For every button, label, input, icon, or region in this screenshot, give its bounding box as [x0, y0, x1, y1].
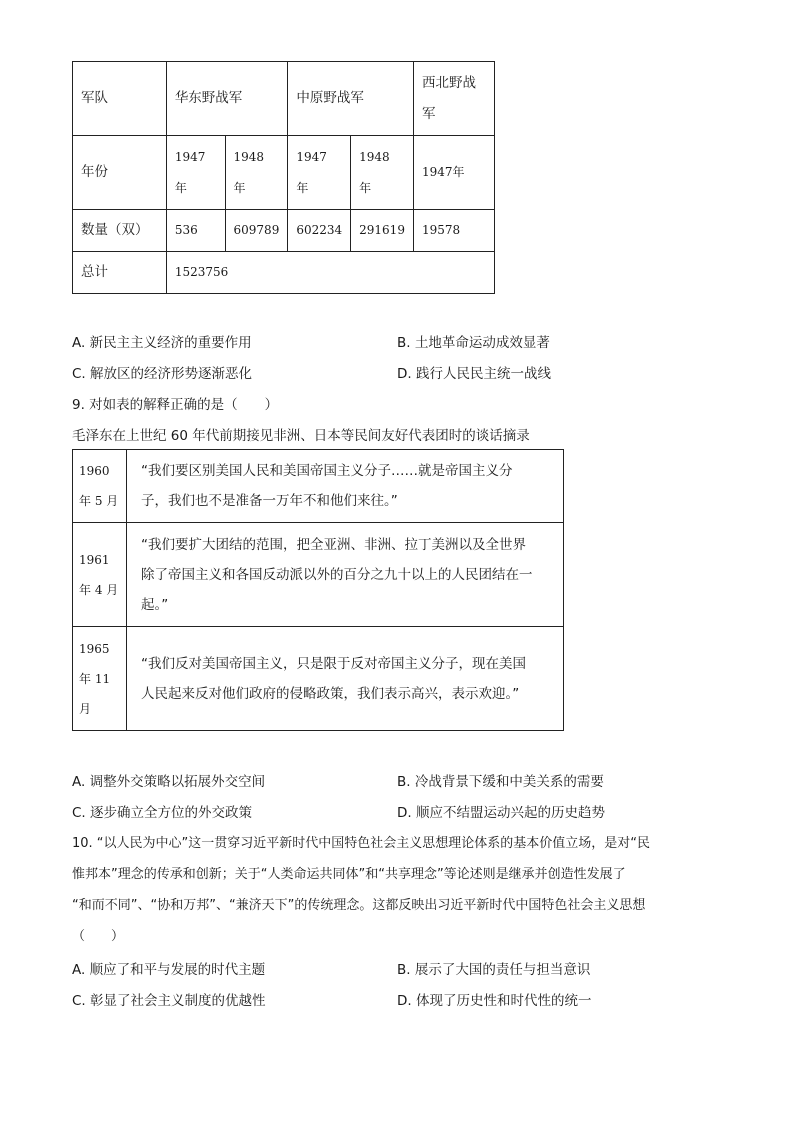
cell-line: 除了帝国主义和各国反动派以外的百分之九十以上的人民团结在一: [141, 566, 533, 583]
quote-cell: [127, 450, 564, 523]
cell-line: 年 4 月: [79, 582, 119, 597]
cell-line: 1960: [79, 464, 110, 478]
q9-table-caption: 毛泽东在上世纪 60 年代前期接见非洲、日本等民间友好代表团时的谈话摘录: [72, 428, 530, 444]
q9-option-d[interactable]: D. 顺应不结盟运动兴起的历史趋势: [397, 805, 605, 821]
q9-option-b[interactable]: B. 冷战背景下缓和中美关系的需要: [397, 774, 604, 790]
cell-line: 人民起来反对他们政府的侵略政策，我们表示高兴，表示欢迎。”: [141, 685, 520, 702]
row-label-year: 年份: [73, 136, 167, 210]
cell-line: 1947: [296, 149, 327, 164]
quantity-cell: 609789: [225, 210, 288, 252]
cell-line: 西北野战: [421, 74, 476, 91]
table-row: [73, 523, 564, 627]
quote-cell: [127, 627, 564, 731]
year-cell: 1947年: [413, 136, 494, 210]
q10-stem-line: 10. “以人民为中心”这一贯穿习近平新时代中国特色社会主义思想理论体系的基本价值立场，是对“民: [72, 836, 651, 851]
q10-option-b[interactable]: B. 展示了大国的责任与担当意识: [397, 962, 591, 978]
total-value-cell: 1523756: [166, 252, 494, 294]
header-cell-troops: 军队: [73, 62, 167, 136]
q8-option-a[interactable]: A. 新民主主义经济的重要作用: [72, 335, 252, 351]
table-row: [73, 450, 564, 523]
q10-option-d[interactable]: D. 体现了历史性和时代性的统一: [397, 993, 592, 1009]
year-cell: [225, 136, 288, 210]
q10-stem-line: 惟邦本”理念的传承和创新；关于“人类命运共同体”和“共享理念”等论述则是继承并创造性发展了: [72, 867, 626, 882]
header-cell-northwest-army: [413, 62, 494, 136]
q10-option-c[interactable]: C. 彰显了社会主义制度的优越性: [72, 993, 266, 1009]
q9-option-c[interactable]: C. 逐步确立全方位的外交政策: [72, 805, 253, 821]
year-cell: [166, 136, 225, 210]
quantity-cell: 602234: [288, 210, 351, 252]
row-label-quantity: 数量（双）: [73, 210, 167, 252]
cell-line: 1965: [79, 641, 110, 656]
cell-line: 军: [421, 105, 436, 122]
date-cell: [73, 627, 127, 731]
q10-option-a[interactable]: A. 顺应了和平与发展的时代主题: [72, 962, 266, 978]
cell-line: 月: [79, 701, 92, 716]
date-cell: [73, 450, 127, 523]
table-row: [73, 627, 564, 731]
date-cell: [73, 523, 127, 627]
quote-cell: [127, 523, 564, 627]
cell-line: 1948: [359, 149, 390, 164]
header-cell-central-army: 中原野战军: [288, 62, 414, 136]
q10-stem-line: （ ）: [72, 929, 125, 944]
cell-line: 年 11: [79, 671, 111, 686]
q9-option-a[interactable]: A. 调整外交策略以拓展外交空间: [72, 774, 266, 790]
quantity-cell: 536: [166, 210, 225, 252]
year-cell: [351, 136, 414, 210]
table-row: [73, 136, 495, 210]
q10-stem-line: “和而不同”、“协和万邦”、“兼济天下”的传统理念。这都反映出习近平新时代中国特色社会主义思想: [72, 898, 646, 913]
row-label-total: 总计: [73, 252, 167, 294]
cell-line: 年: [296, 180, 309, 195]
cell-line: “我们反对美国帝国主义，只是限于反对帝国主义分子，现在美国: [141, 655, 526, 672]
cell-line: “我们要区别美国人民和美国帝国主义分子……就是帝国主义分: [141, 463, 513, 479]
cell-line: 起。”: [141, 596, 169, 613]
cell-line: 子，我们也不是准备一万年不和他们来往。”: [141, 493, 398, 509]
table-row: [73, 252, 495, 294]
cell-line: 年: [174, 180, 187, 195]
year-cell: [288, 136, 351, 210]
cell-line: 年 5 月: [79, 494, 119, 508]
quantity-cell: 19578: [413, 210, 494, 252]
table-row: [73, 62, 495, 136]
table-row: [73, 210, 495, 252]
quote-table: [72, 449, 564, 731]
cell-line: 年: [359, 180, 372, 195]
q8-option-d[interactable]: D. 践行人民民主统一战线: [397, 366, 551, 382]
cell-line: 1948: [233, 149, 265, 164]
q8-option-c[interactable]: C. 解放区的经济形势逐渐恶化: [72, 366, 253, 382]
q8-option-b[interactable]: B. 土地革命运动成效显著: [397, 335, 550, 351]
cell-line: 1961: [79, 552, 110, 567]
header-cell-east-army: 华东野战军: [166, 62, 288, 136]
troop-data-table: [72, 61, 495, 294]
quantity-cell: 291619: [351, 210, 414, 252]
cell-line: 1947: [174, 149, 206, 164]
cell-line: “我们要扩大团结的范围，把全亚洲、非洲、拉丁美洲以及全世界: [141, 536, 526, 553]
q9-stem: 9. 对如表的解释正确的是（ ）: [72, 397, 279, 413]
cell-line: 年: [233, 180, 246, 195]
